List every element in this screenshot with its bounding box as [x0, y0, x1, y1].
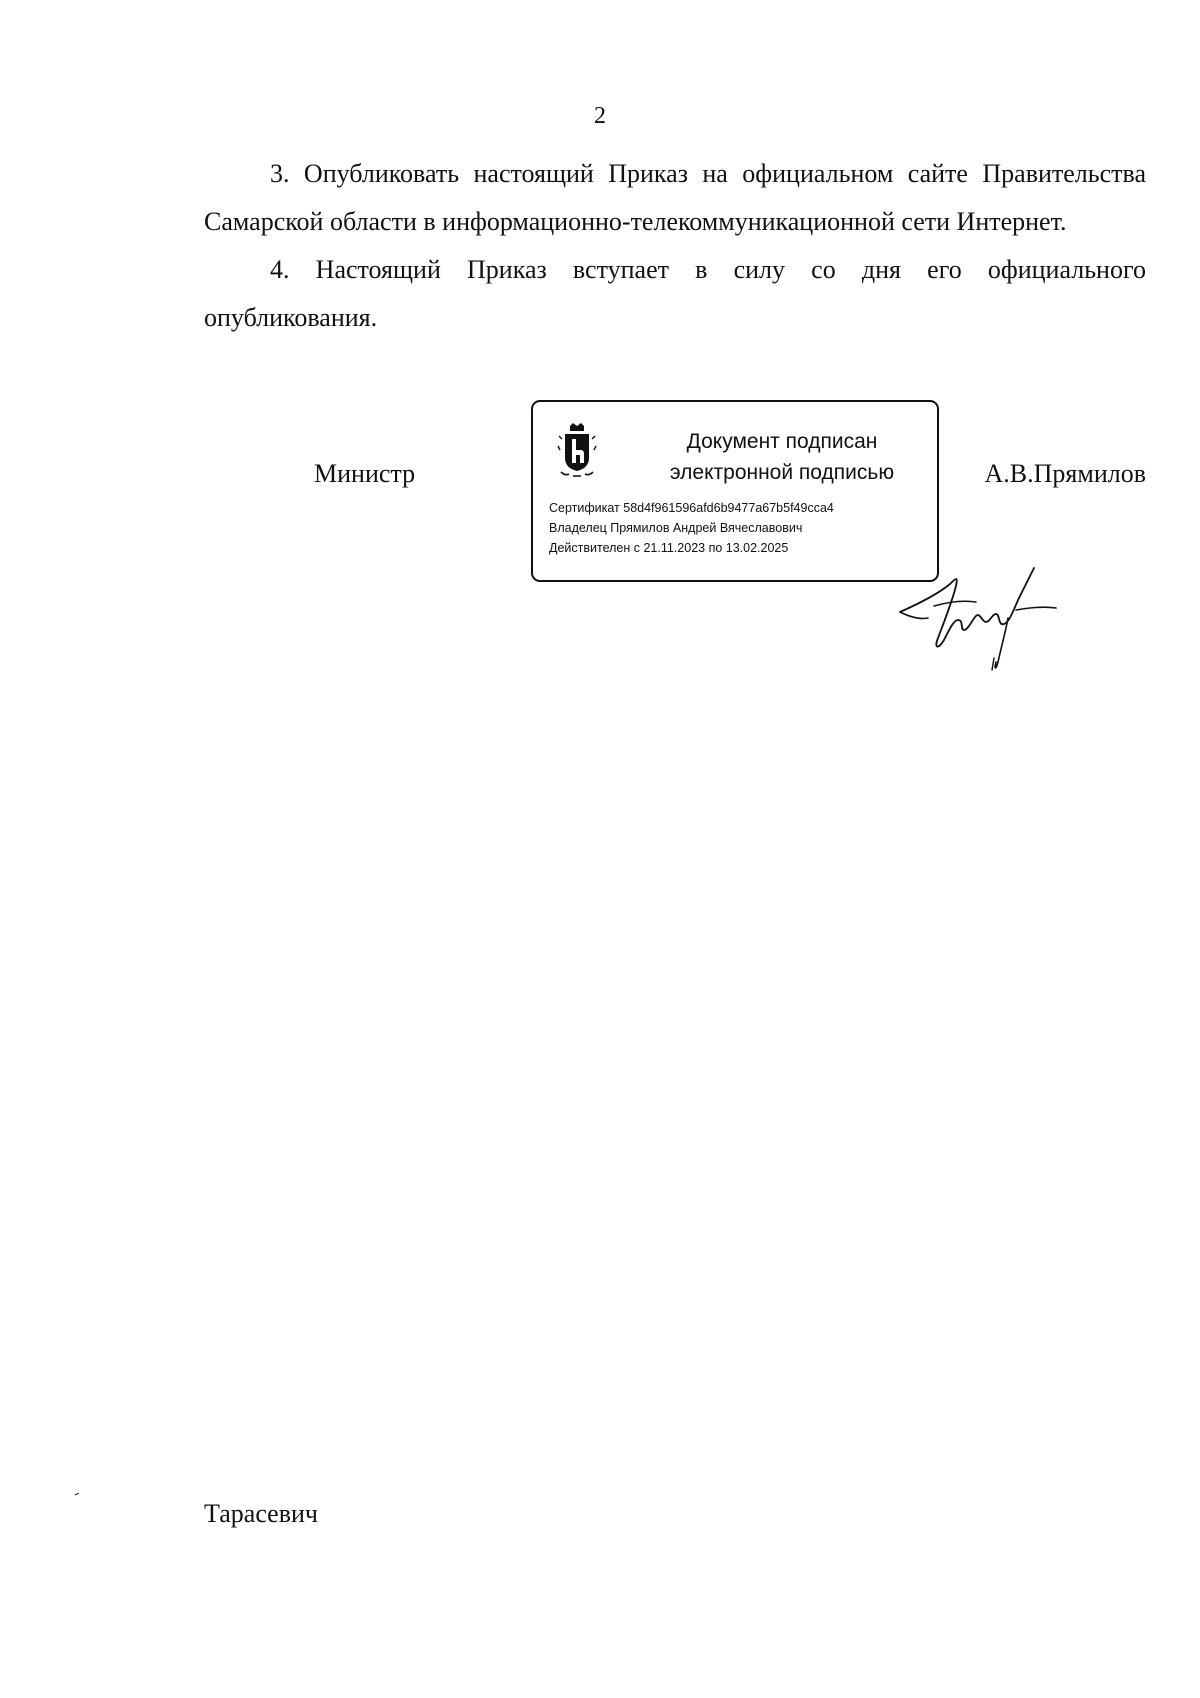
- executor-name: Тарасевич: [204, 1499, 318, 1528]
- page-number: 2: [594, 103, 606, 129]
- stamp-validity: Действителен с 21.11.2023 по 13.02.2025: [549, 541, 789, 555]
- stamp-title-line1: Документ подписан: [686, 430, 878, 453]
- paragraph-4: 4. Настоящий Приказ вступает в силу со дня его официального опубликования.: [204, 255, 1146, 332]
- stamp-certificate: Сертификат 58d4f961596afd6b9477a67b5f49cca4: [549, 501, 834, 515]
- signer-position: Министр: [314, 459, 416, 488]
- samara-coat-of-arms-icon: [553, 422, 601, 482]
- signer-name: А.В.Прямилов: [984, 459, 1146, 488]
- stamp-owner: Владелец Прямилов Андрей Вячеславович: [549, 521, 803, 535]
- stamp-details: [549, 498, 834, 558]
- stamp-title: [637, 426, 927, 488]
- stamp-title-line2: электронной подписью: [669, 461, 895, 484]
- handwritten-signature: [898, 566, 1060, 674]
- paragraph-3: 3. Опубликовать настоящий Приказ на официальном сайте Правительства Самарской области в информационно-телекоммуникационной сети Интернет.: [204, 159, 1146, 236]
- electronic-signature-stamp: [531, 400, 939, 582]
- scan-speck: [74, 1492, 80, 1496]
